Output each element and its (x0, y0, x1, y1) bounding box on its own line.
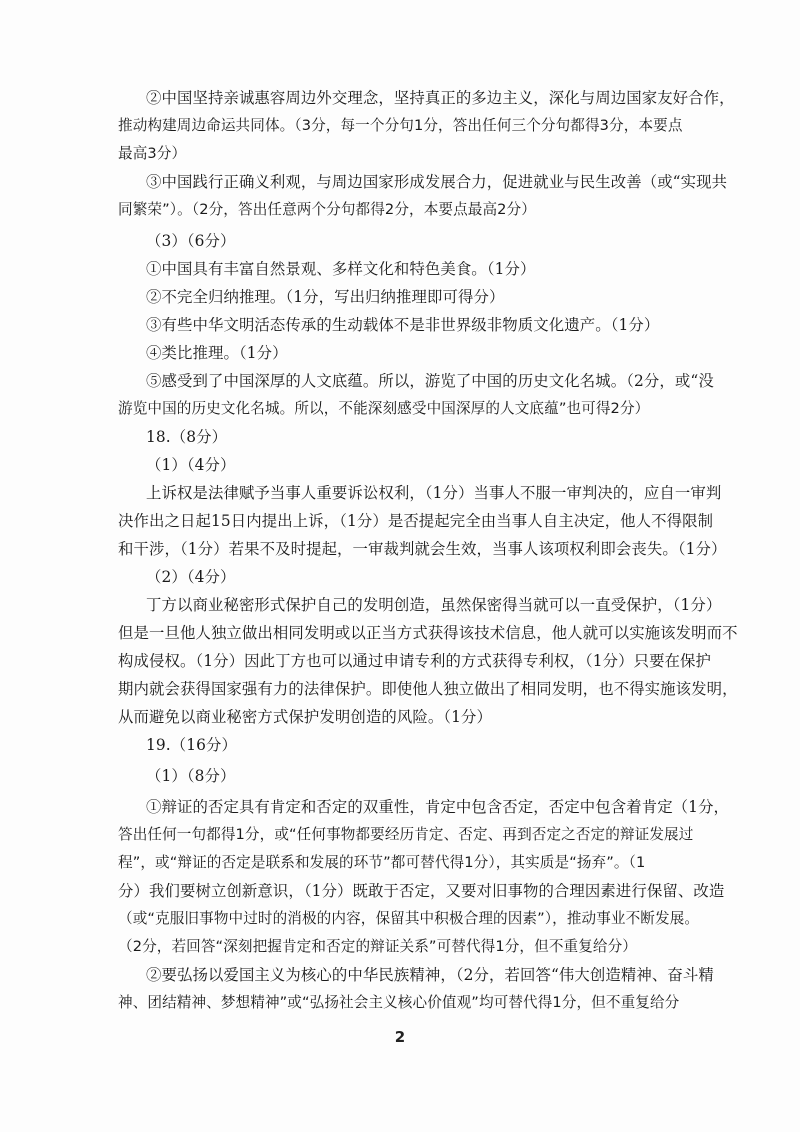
text-line-10: ④类比推理。（1分） (146, 344, 288, 362)
text-line-7: ①中国具有丰富自然景观、多样文化和特色美食。（1分） (146, 260, 536, 278)
subquestion-heading-18-1: （1）（4分） (146, 456, 236, 474)
text-line-26: ①辩证的否定具有肯定和否定的双重性，肯定中包含否定，否定中包含着肯定（1分， (146, 798, 730, 816)
text-line-1: ②中国坚持亲诚惠容周边外交理念，坚持真正的多边主义，深化与周边国家友好合作， (146, 89, 735, 107)
text-line-9: ③有些中华文明活态传承的生动载体不是非世界级非物质文化遗产。（1分） (146, 316, 660, 334)
question-heading-19: 19.（16分） (146, 736, 238, 754)
text-line-15: 上诉权是法律赋予当事人重要诉讼权利，（1分）当事人不服一审判决的，应自一审判 (146, 484, 722, 502)
text-line-21: 构成侵权。（1分）因此丁方也可以通过申请专利的方式获得专利权，（1分）只要在保护 (118, 652, 712, 670)
text-line-27: 答出任何一句都得1分，或“任何事物都要经历肯定、否定、再到否定之否定的辩证发展过 (118, 826, 694, 843)
text-line-33: 神、团结精神、梦想精神”或“弘扬社会主义核心价值观”均可替代得1分，但不重复给分 (118, 994, 680, 1011)
text-line-22: 期内就会获得国家强有力的法律保护。即使他人独立做出了相同发明，也不得实施该发明， (118, 680, 738, 698)
text-line-11: ⑤感受到了中国深厚的人文底蕴。所以，游览了中国的历史文化名城。（2分，或“没 (146, 372, 714, 390)
text-line-20: 但是一旦他人独立做出相同发明或以正当方式获得该技术信息，他人就可以实施该发明而不 (118, 624, 738, 642)
text-line-30: （或“克服旧事物中过时的消极的内容，保留其中积极合理的因素”），推动事业不断发展。 (118, 910, 700, 927)
text-line-17: 和干涉，（1分）若果不及时提起，一审裁判就会生效，当事人该项权利即会丧失。（1分） (118, 540, 727, 558)
page-number: 2 (394, 1028, 406, 1046)
text-line-2: 推动构建周边命运共同体。（3分，每一个分句1分，答出任何三个分句都得3分，本要点 (118, 117, 683, 134)
text-line-5: 同繁荣”）。（2分，答出任意两个分句都得2分，本要点最高2分） (118, 201, 536, 218)
subquestion-heading-19-1: （1）（8分） (146, 767, 236, 785)
text-line-16: 决作出之日起15日内提出上诉，（1分）是否提起完全由当事人自主决定，他人不得限制 (118, 512, 714, 530)
text-line-12: 游览中国的历史文化名城。所以，不能深刻感受中国深厚的人文底蕴”也可得2分） (118, 400, 650, 417)
question-heading-18: 18.（8分） (146, 428, 228, 446)
text-line-29: 分）我们要树立创新意识，（1分）既敢于否定，又要对旧事物的合理因素进行保留、改造 (118, 882, 725, 900)
text-line-3: 最高3分） (118, 145, 187, 162)
text-line-8: ②不完全归纳推理。（1分，写出归纳推理即可得分） (146, 288, 505, 306)
text-line-23: 从而避免以商业秘密方式保护发明创造的风险。（1分） (118, 708, 492, 726)
text-line-32: ②要弘扬以爱国主义为核心的中华民族精神，（2分，若回答“伟大创造精神、奋斗精 (146, 966, 714, 984)
text-line-28: 程”，或“辩证的否定是联系和发展的环节”都可替代得1分），其实质是“扬弃”。（1 (118, 854, 646, 871)
text-line-19: 丁方以商业秘密形式保护自己的发明创造，虽然保密得当就可以一直受保护，（1分） (146, 596, 722, 614)
subquestion-heading-3: （3）（6分） (146, 232, 236, 250)
text-line-31: （2分，若回答“深刻把握肯定和否定的辩证关系”可替代得1分，但不重复给分） (118, 938, 637, 955)
text-line-4: ③中国践行正确义利观，与周边国家形成发展合力，促进就业与民生改善（或“实现共 (146, 173, 728, 191)
subquestion-heading-18-2: （2）（4分） (146, 568, 236, 586)
